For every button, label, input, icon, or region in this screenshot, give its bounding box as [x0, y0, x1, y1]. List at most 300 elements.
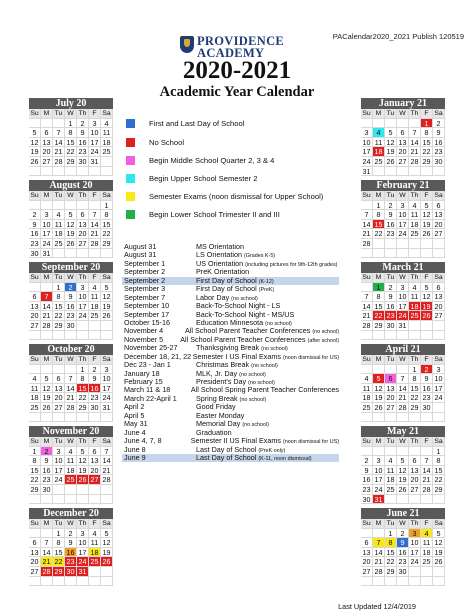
- weekday-header: Sa: [433, 519, 445, 529]
- day-cell: 15: [101, 220, 113, 230]
- day-cell: 24: [41, 239, 53, 249]
- day-cell: 21: [373, 557, 385, 567]
- empty-cell: [29, 495, 41, 505]
- day-cell: 9: [421, 374, 433, 384]
- legend-item: [126, 208, 280, 220]
- day-cell: 14: [65, 384, 77, 394]
- empty-cell: [77, 321, 89, 331]
- month-title: May 21: [361, 426, 445, 437]
- day-cell: 25: [89, 557, 101, 567]
- empty-cell: [41, 119, 53, 129]
- weekday-header: F: [421, 273, 433, 283]
- weekday-header: W: [397, 519, 409, 529]
- day-cell: 24: [101, 393, 113, 403]
- empty-cell: [397, 119, 409, 129]
- day-cell: 11: [409, 292, 421, 302]
- day-cell: 31: [77, 567, 89, 577]
- day-cell: 31: [41, 249, 53, 259]
- event-note: (no school): [239, 396, 267, 403]
- legend-item: [126, 172, 257, 184]
- event-name: US Orientation (including pictures for 9th-12th grades): [196, 259, 338, 268]
- empty-cell: [41, 577, 53, 587]
- day-cell: 31: [373, 495, 385, 505]
- day-cell: 10: [77, 538, 89, 548]
- month-title: January 21: [361, 98, 445, 109]
- day-cell: 17: [409, 548, 421, 558]
- day-cell: 2: [361, 456, 373, 466]
- day-cell: 5: [397, 456, 409, 466]
- day-cell: 24: [373, 485, 385, 495]
- day-cell: 14: [101, 456, 113, 466]
- weekday-header: Th: [77, 519, 89, 529]
- empty-cell: [41, 413, 53, 423]
- day-cell: 2: [29, 210, 41, 220]
- event-date: October 15-16: [124, 318, 170, 327]
- event-name: Labor Day (no school): [196, 293, 258, 302]
- day-cell: 26: [433, 557, 445, 567]
- day-cell: 24: [77, 311, 89, 321]
- day-cell: 21: [361, 311, 373, 321]
- day-cell: 6: [409, 456, 421, 466]
- month-grid: [29, 273, 113, 340]
- day-cell: 30: [397, 567, 409, 577]
- day-cell: 22: [65, 147, 77, 157]
- day-cell: 26: [29, 157, 41, 167]
- event-note: (PreK): [258, 287, 275, 294]
- publish-tag: PACalendar2020_2021 Publish 120519: [332, 32, 464, 41]
- weekday-header: Th: [77, 273, 89, 283]
- empty-cell: [385, 365, 397, 375]
- event-row: [122, 336, 339, 344]
- day-cell: 16: [385, 220, 397, 230]
- day-cell: 17: [397, 302, 409, 312]
- event-date: November 5: [124, 335, 164, 344]
- empty-cell: [385, 495, 397, 505]
- day-cell: 27: [433, 229, 445, 239]
- day-cell: 19: [65, 229, 77, 239]
- weekday-header: F: [421, 355, 433, 365]
- empty-cell: [29, 365, 41, 375]
- day-cell: 21: [397, 393, 409, 403]
- weekday-header: Sa: [433, 191, 445, 201]
- day-cell: 6: [361, 538, 373, 548]
- day-cell: 23: [89, 393, 101, 403]
- logo-line-2: ACADEMY: [197, 46, 265, 60]
- day-cell: 24: [89, 147, 101, 157]
- day-cell: 5: [29, 128, 41, 138]
- empty-cell: [409, 413, 421, 423]
- event-name: Thanksgiving Break (no school): [196, 344, 288, 353]
- weekday-header: W: [65, 437, 77, 447]
- empty-cell: [409, 321, 421, 331]
- page-title: 2020-2021: [182, 57, 292, 84]
- weekday-header: Tu: [385, 273, 397, 283]
- empty-cell: [77, 485, 89, 495]
- day-cell: 4: [53, 210, 65, 220]
- weekday-header: W: [65, 355, 77, 365]
- day-cell: 19: [421, 302, 433, 312]
- day-cell: 29: [101, 239, 113, 249]
- day-cell: 18: [373, 147, 385, 157]
- empty-cell: [361, 413, 373, 423]
- weekday-header: Tu: [385, 437, 397, 447]
- month-grid: [29, 191, 113, 258]
- empty-cell: [101, 321, 113, 331]
- day-cell: 5: [65, 210, 77, 220]
- empty-cell: [433, 567, 445, 577]
- day-cell: 17: [77, 548, 89, 558]
- day-cell: 8: [77, 374, 89, 384]
- day-cell: 2: [421, 365, 433, 375]
- empty-cell: [65, 485, 77, 495]
- empty-cell: [397, 239, 409, 249]
- day-cell: 23: [397, 557, 409, 567]
- day-cell: 17: [53, 466, 65, 476]
- day-cell: 13: [29, 302, 41, 312]
- weekday-header: F: [421, 437, 433, 447]
- day-cell: 9: [41, 456, 53, 466]
- weekday-header: F: [421, 109, 433, 119]
- day-cell: 4: [385, 456, 397, 466]
- day-cell: 11: [361, 384, 373, 394]
- day-cell: 15: [385, 548, 397, 558]
- day-cell: 25: [65, 475, 77, 485]
- day-cell: 20: [41, 147, 53, 157]
- day-cell: 20: [89, 466, 101, 476]
- day-cell: 20: [397, 147, 409, 157]
- day-cell: 24: [433, 393, 445, 403]
- empty-cell: [101, 249, 113, 259]
- day-cell: 17: [397, 220, 409, 230]
- weekday-header: Sa: [101, 109, 113, 119]
- empty-cell: [433, 331, 445, 341]
- day-cell: 26: [385, 157, 397, 167]
- legend-swatch: [126, 192, 135, 201]
- day-cell: 22: [373, 311, 385, 321]
- legend-label: Begin Lower School Trimester II and III: [149, 209, 280, 219]
- day-cell: 9: [77, 128, 89, 138]
- month-title: February 21: [361, 180, 445, 191]
- event-date: September 10: [124, 302, 170, 311]
- empty-cell: [397, 249, 409, 259]
- empty-cell: [65, 249, 77, 259]
- day-cell: 8: [65, 128, 77, 138]
- weekday-header: Su: [29, 109, 41, 119]
- event-name: PreK Orientation: [196, 268, 250, 277]
- empty-cell: [53, 331, 65, 341]
- empty-cell: [421, 167, 433, 177]
- event-row: [122, 454, 339, 462]
- empty-cell: [77, 249, 89, 259]
- event-name: Last Day of School (PreK only): [196, 445, 286, 454]
- day-cell: 15: [77, 384, 89, 394]
- day-cell: 22: [421, 147, 433, 157]
- event-name: MS Orientation: [196, 243, 244, 251]
- weekday-header: Th: [77, 191, 89, 201]
- day-cell: 6: [41, 128, 53, 138]
- day-cell: 11: [385, 466, 397, 476]
- event-name: First Day of School (K-12): [196, 276, 274, 285]
- day-cell: 8: [53, 292, 65, 302]
- day-cell: 4: [361, 374, 373, 384]
- empty-cell: [29, 529, 41, 539]
- event-date: September 17: [124, 310, 170, 319]
- day-cell: 4: [409, 201, 421, 211]
- empty-cell: [77, 201, 89, 211]
- day-cell: 22: [101, 229, 113, 239]
- event-name: Education Minnesota (no school): [196, 318, 292, 327]
- empty-cell: [361, 283, 373, 293]
- day-cell: 29: [385, 567, 397, 577]
- day-cell: 14: [361, 302, 373, 312]
- day-cell: 12: [29, 138, 41, 148]
- day-cell: 6: [29, 538, 41, 548]
- event-note: (K-12): [258, 278, 274, 285]
- event-name: Memorial Day (no school): [196, 420, 270, 429]
- event-row: [122, 251, 339, 259]
- day-cell: 10: [101, 374, 113, 384]
- empty-cell: [373, 447, 385, 457]
- day-cell: 13: [433, 292, 445, 302]
- day-cell: 16: [65, 548, 77, 558]
- event-date: September 2: [124, 268, 166, 277]
- month-title: April 21: [361, 344, 445, 355]
- day-cell: 23: [41, 475, 53, 485]
- weekday-header: Th: [77, 109, 89, 119]
- empty-cell: [89, 249, 101, 259]
- empty-cell: [29, 283, 41, 293]
- day-cell: 1: [373, 201, 385, 211]
- event-row: [122, 260, 339, 268]
- legend-swatch: [126, 119, 135, 128]
- day-cell: 1: [77, 365, 89, 375]
- empty-cell: [373, 249, 385, 259]
- empty-cell: [29, 331, 41, 341]
- day-cell: 2: [385, 201, 397, 211]
- empty-cell: [89, 413, 101, 423]
- empty-cell: [421, 495, 433, 505]
- day-cell: 4: [89, 529, 101, 539]
- event-name: Graduation: [196, 428, 232, 437]
- day-cell: 25: [29, 403, 41, 413]
- legend-swatch: [126, 174, 135, 183]
- day-cell: 28: [41, 321, 53, 331]
- empty-cell: [397, 577, 409, 587]
- day-cell: 9: [29, 220, 41, 230]
- month-title: July 20: [29, 98, 113, 109]
- day-cell: 3: [77, 283, 89, 293]
- day-cell: 24: [409, 557, 421, 567]
- event-name: All School Parent Teacher Conferences (no school): [185, 327, 339, 336]
- day-cell: 6: [433, 201, 445, 211]
- day-cell: 14: [89, 220, 101, 230]
- month-calendar: [29, 426, 113, 504]
- weekday-header: Su: [361, 273, 373, 283]
- day-cell: 26: [77, 475, 89, 485]
- day-cell: 18: [385, 475, 397, 485]
- empty-cell: [421, 567, 433, 577]
- month-calendar: [361, 262, 445, 340]
- weekday-header: Su: [29, 437, 41, 447]
- day-cell: 10: [41, 220, 53, 230]
- day-cell: 15: [433, 466, 445, 476]
- day-cell: 30: [421, 403, 433, 413]
- day-cell: 30: [41, 485, 53, 495]
- empty-cell: [65, 201, 77, 211]
- day-cell: 14: [53, 138, 65, 148]
- event-row: [122, 344, 339, 352]
- event-date: January 18: [124, 369, 160, 378]
- event-row: [122, 243, 339, 251]
- day-cell: 14: [41, 548, 53, 558]
- weekday-header: Th: [409, 437, 421, 447]
- day-cell: 6: [89, 447, 101, 457]
- empty-cell: [41, 365, 53, 375]
- day-cell: 23: [385, 311, 397, 321]
- day-cell: 17: [41, 229, 53, 239]
- day-cell: 14: [373, 548, 385, 558]
- event-date: September 2: [124, 276, 166, 285]
- day-cell: 27: [385, 403, 397, 413]
- empty-cell: [53, 167, 65, 177]
- empty-cell: [433, 249, 445, 259]
- legend-item: [126, 136, 184, 148]
- month-grid: [29, 109, 113, 176]
- day-cell: 25: [385, 485, 397, 495]
- empty-cell: [433, 495, 445, 505]
- empty-cell: [385, 119, 397, 129]
- day-cell: 18: [421, 548, 433, 558]
- day-cell: 5: [373, 374, 385, 384]
- day-cell: 20: [361, 557, 373, 567]
- day-cell: 28: [361, 321, 373, 331]
- empty-cell: [65, 413, 77, 423]
- month-title: March 21: [361, 262, 445, 273]
- event-note: (no school): [239, 371, 266, 378]
- event-row: [122, 446, 339, 454]
- day-cell: 30: [65, 321, 77, 331]
- day-cell: 9: [433, 128, 445, 138]
- day-cell: 15: [373, 220, 385, 230]
- weekday-header: M: [373, 109, 385, 119]
- day-cell: 6: [29, 292, 41, 302]
- weekday-header: Tu: [385, 355, 397, 365]
- event-date: December 18, 21, 22: [124, 352, 192, 361]
- event-name: Last Day of School (K-11, noon dismissal): [196, 453, 312, 462]
- day-cell: 8: [53, 538, 65, 548]
- day-cell: 13: [397, 138, 409, 148]
- weekday-header: Su: [29, 273, 41, 283]
- day-cell: 18: [65, 466, 77, 476]
- day-cell: 1: [53, 283, 65, 293]
- day-cell: 1: [409, 365, 421, 375]
- day-cell: 25: [361, 403, 373, 413]
- weekday-header: Tu: [53, 437, 65, 447]
- day-cell: 13: [385, 384, 397, 394]
- day-cell: 1: [65, 119, 77, 129]
- event-note: (no school): [251, 363, 278, 370]
- day-cell: 30: [361, 495, 373, 505]
- event-row: [122, 353, 339, 361]
- weekday-header: Th: [409, 355, 421, 365]
- day-cell: 19: [29, 147, 41, 157]
- day-cell: 16: [433, 138, 445, 148]
- day-cell: 13: [409, 466, 421, 476]
- day-cell: 11: [409, 210, 421, 220]
- empty-cell: [409, 447, 421, 457]
- event-date: May 31: [124, 420, 148, 429]
- day-cell: 2: [89, 365, 101, 375]
- event-row: [122, 437, 339, 445]
- empty-cell: [89, 167, 101, 177]
- day-cell: 24: [53, 475, 65, 485]
- day-cell: 25: [53, 239, 65, 249]
- month-grid: [361, 519, 445, 586]
- event-note: (no school): [312, 329, 339, 336]
- event-date: November 25-27: [124, 344, 178, 353]
- weekday-header: M: [373, 437, 385, 447]
- empty-cell: [53, 413, 65, 423]
- month-title: November 20: [29, 426, 113, 437]
- day-cell: 2: [65, 529, 77, 539]
- empty-cell: [397, 413, 409, 423]
- empty-cell: [29, 167, 41, 177]
- weekday-header: Su: [361, 355, 373, 365]
- month-grid: [361, 355, 445, 422]
- empty-cell: [53, 249, 65, 259]
- weekday-header: Sa: [101, 191, 113, 201]
- event-date: June 4: [124, 428, 146, 437]
- last-updated: Last Updated 12/4/2019: [338, 602, 416, 611]
- day-cell: 21: [65, 393, 77, 403]
- day-cell: 1: [29, 447, 41, 457]
- day-cell: 15: [65, 138, 77, 148]
- day-cell: 23: [65, 311, 77, 321]
- empty-cell: [77, 331, 89, 341]
- day-cell: 3: [101, 365, 113, 375]
- day-cell: 22: [373, 229, 385, 239]
- day-cell: 3: [397, 201, 409, 211]
- empty-cell: [89, 567, 101, 577]
- weekday-header: F: [89, 437, 101, 447]
- day-cell: 3: [361, 128, 373, 138]
- day-cell: 5: [385, 128, 397, 138]
- empty-cell: [421, 239, 433, 249]
- event-date: March 11 & 18: [124, 386, 171, 395]
- day-cell: 18: [89, 548, 101, 558]
- month-title: June 21: [361, 508, 445, 519]
- empty-cell: [77, 495, 89, 505]
- day-cell: 26: [101, 311, 113, 321]
- weekday-header: Th: [409, 273, 421, 283]
- day-cell: 1: [101, 201, 113, 211]
- empty-cell: [361, 201, 373, 211]
- legend-item: [126, 190, 323, 202]
- month-calendar: [361, 344, 445, 422]
- empty-cell: [65, 577, 77, 587]
- month-title: September 20: [29, 262, 113, 273]
- day-cell: 15: [53, 548, 65, 558]
- day-cell: 12: [397, 466, 409, 476]
- empty-cell: [409, 331, 421, 341]
- day-cell: 4: [101, 119, 113, 129]
- empty-cell: [65, 365, 77, 375]
- weekday-header: Sa: [101, 437, 113, 447]
- day-cell: 11: [421, 538, 433, 548]
- day-cell: 22: [385, 557, 397, 567]
- legend-item: [126, 154, 274, 166]
- weekday-header: M: [373, 519, 385, 529]
